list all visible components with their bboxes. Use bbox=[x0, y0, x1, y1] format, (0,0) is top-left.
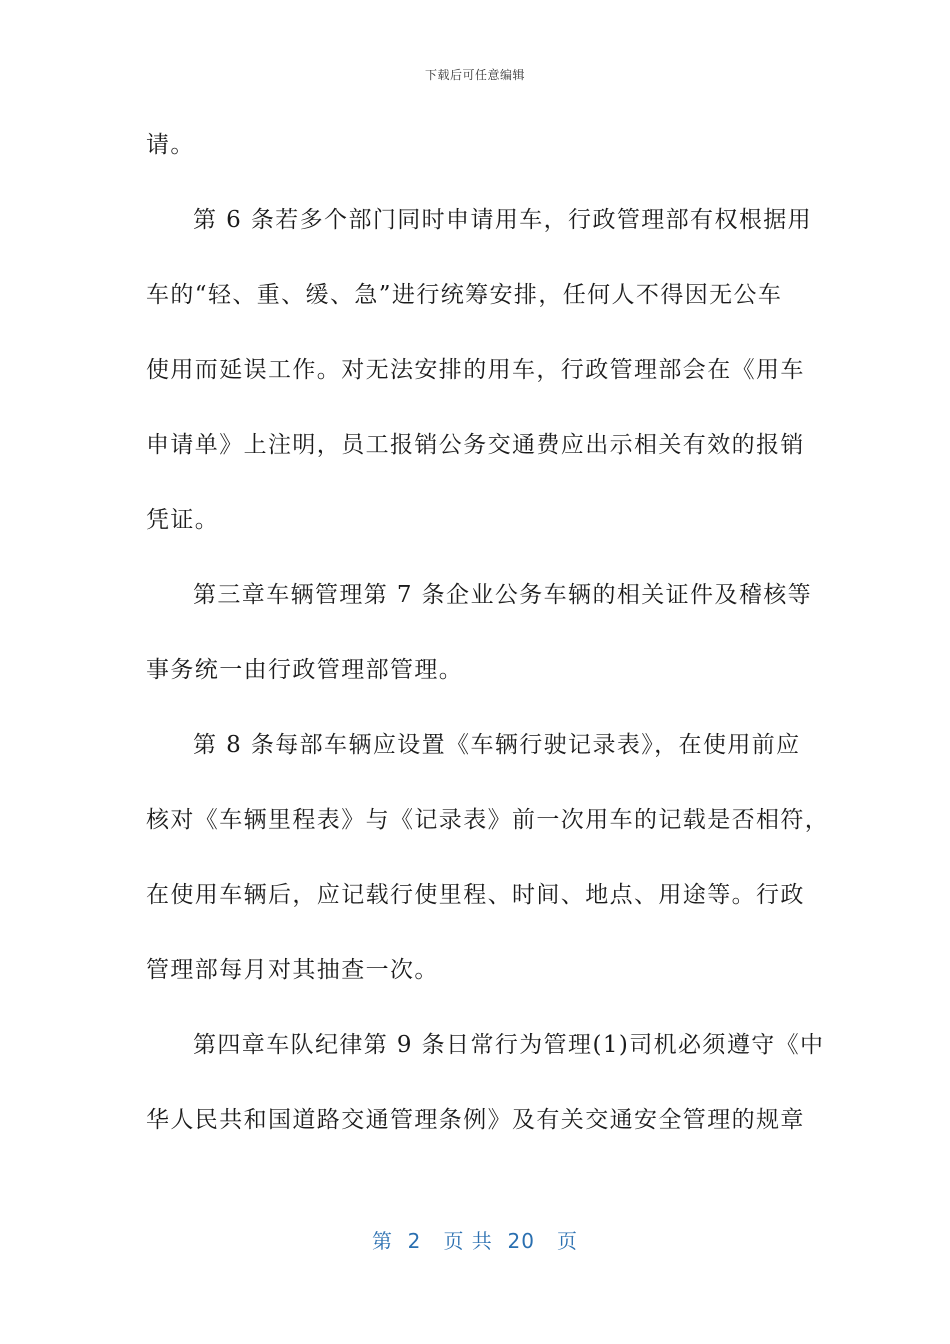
page-number-footer: 第 2 页 共 20 页 bbox=[371, 1229, 579, 1253]
body-line: 凭证。 bbox=[146, 507, 220, 533]
body-line: 第三章车辆管理第 7 条企业公务车辆的相关证件及稽核等 bbox=[193, 582, 813, 608]
body-line: 使用而延误工作。对无法安排的用车，行政管理部会在《用车 bbox=[146, 357, 805, 383]
body-line: 请。 bbox=[146, 132, 195, 158]
body-line: 车的“轻、重、缓、急”进行统筹安排，任何人不得因无公车 bbox=[146, 282, 783, 308]
body-line: 华人民共和国道路交通管理条例》及有关交通安全管理的规章 bbox=[146, 1107, 805, 1133]
body-line: 管理部每月对其抽查一次。 bbox=[146, 957, 439, 983]
body-line: 第四章车队纪律第 9 条日常行为管理(1)司机必须遵守《中 bbox=[193, 1032, 825, 1058]
body-line: 在使用车辆后，应记载行使里程、时间、地点、用途等。行政 bbox=[146, 882, 805, 908]
body-line: 核对《车辆里程表》与《记录表》前一次用车的记载是否相符， bbox=[146, 807, 830, 833]
body-line: 事务统一由行政管理部管理。 bbox=[146, 657, 464, 683]
body-line: 第 8 条每部车辆应设置《车辆行驶记录表》，在使用前应 bbox=[193, 732, 801, 758]
body-line: 申请单》上注明，员工报销公务交通费应出示相关有效的报销 bbox=[146, 432, 805, 458]
body-line: 第 6 条若多个部门同时申请用车，行政管理部有权根据用 bbox=[193, 207, 813, 233]
page-header-note: 下载后可任意编辑 bbox=[424, 68, 525, 82]
